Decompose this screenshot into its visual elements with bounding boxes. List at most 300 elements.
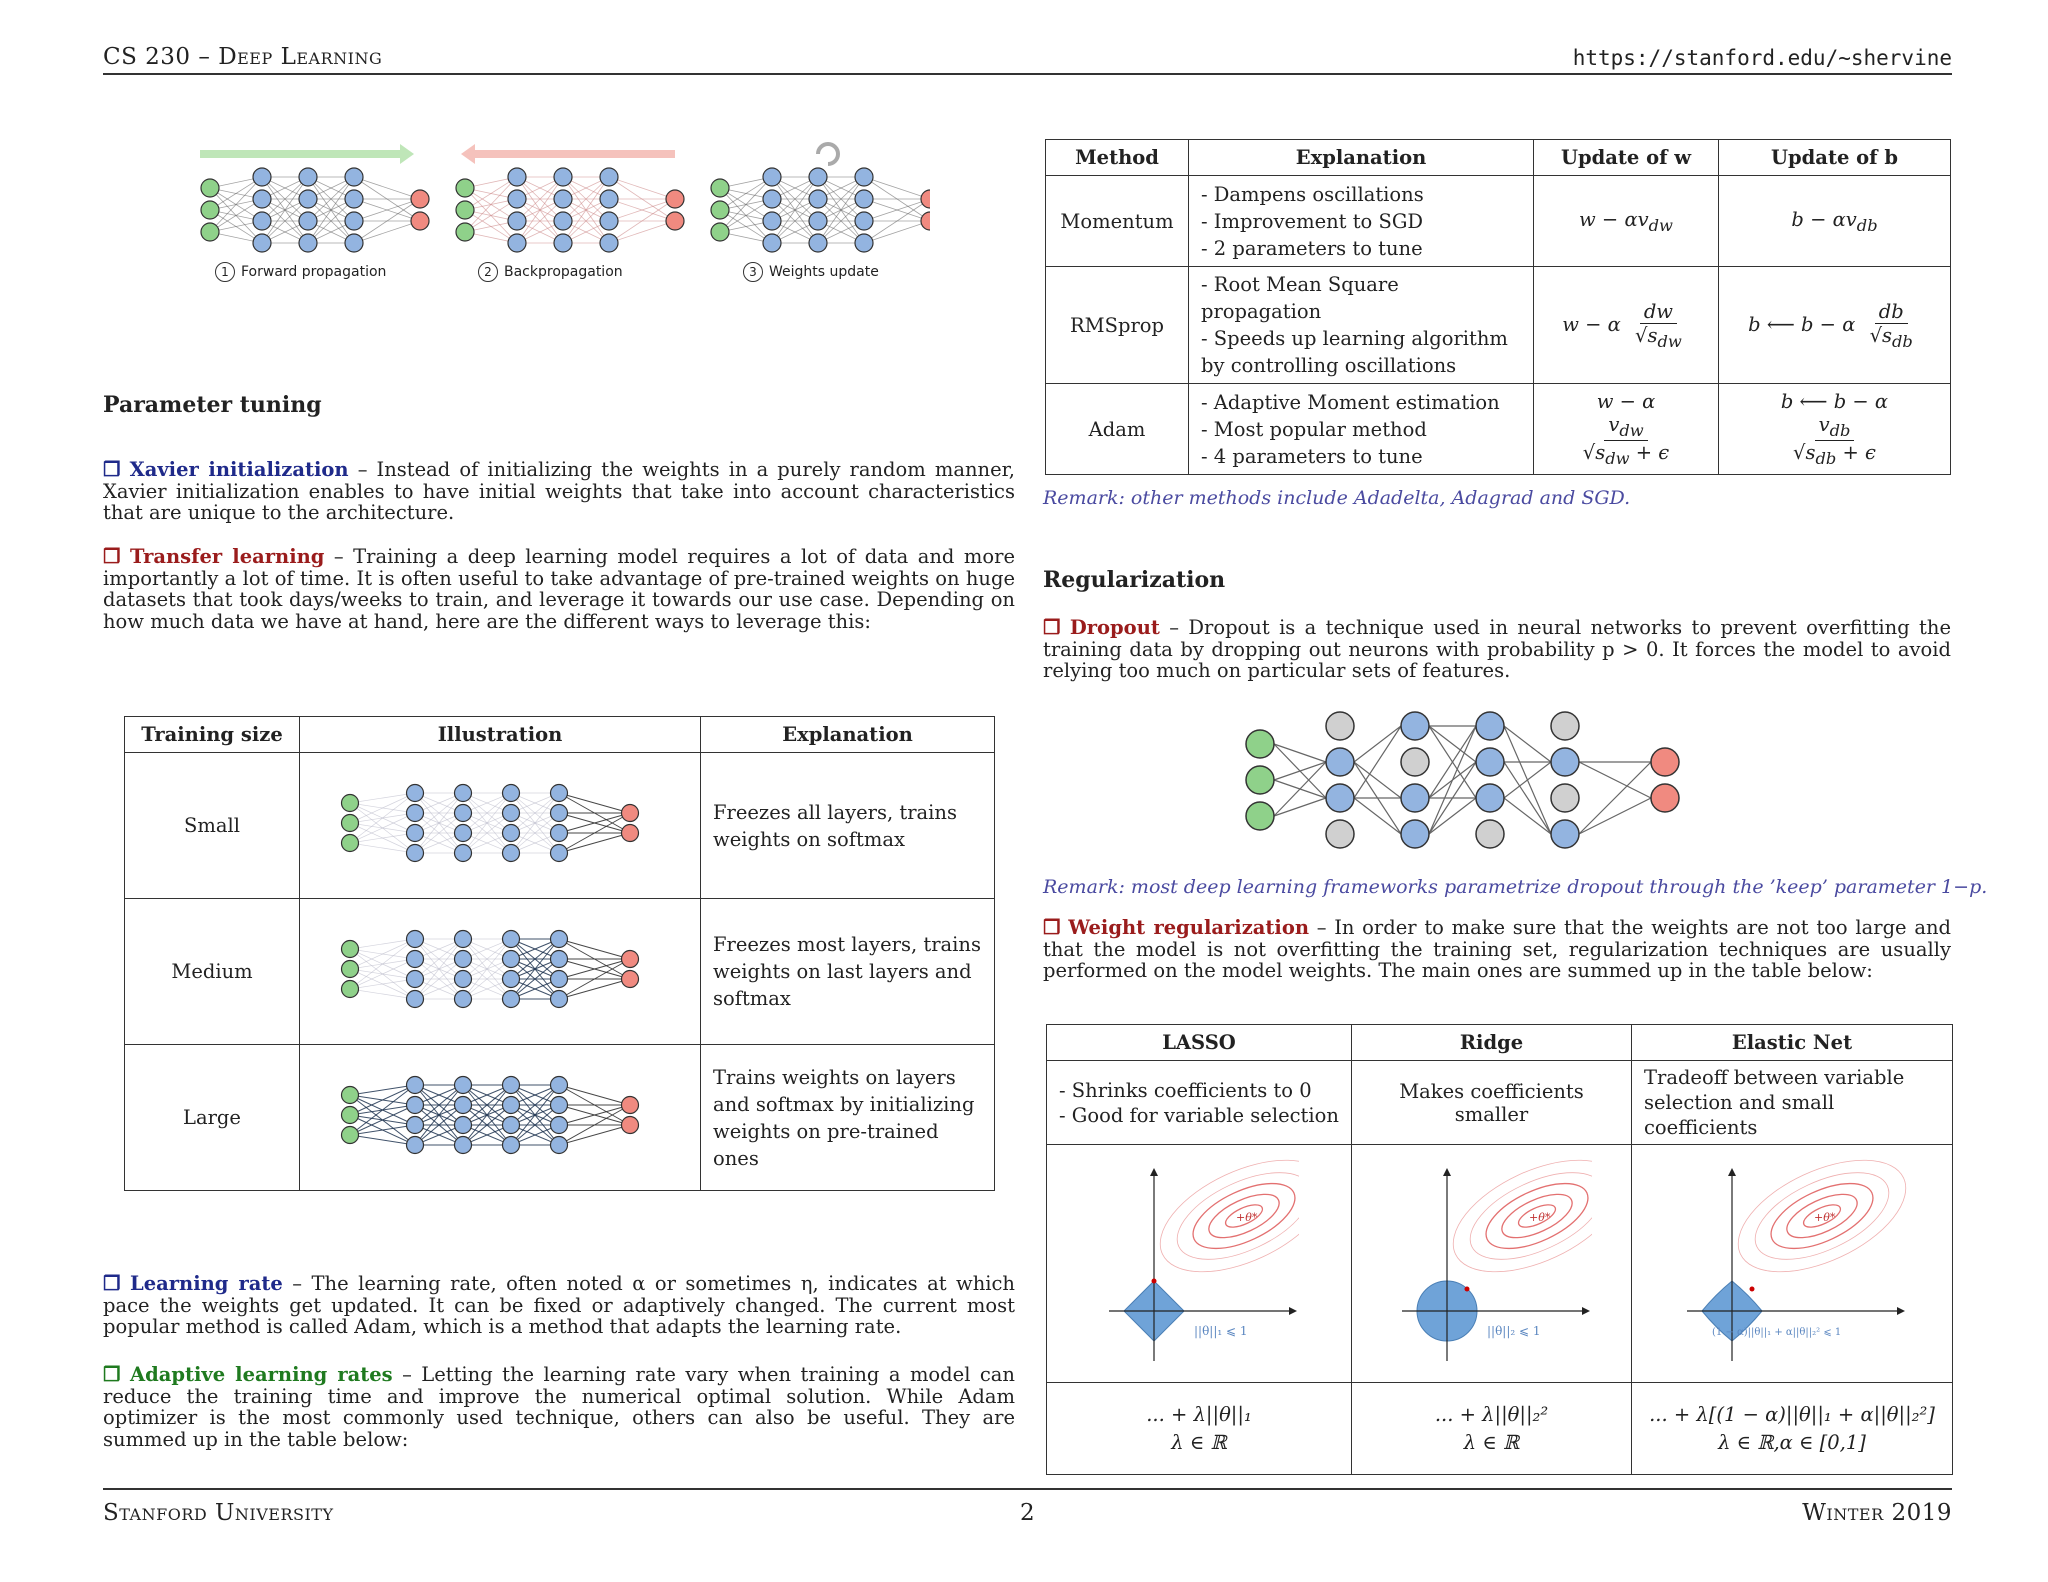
output-node: [921, 190, 930, 208]
hidden-node: [407, 1117, 424, 1134]
hidden-node: [763, 234, 781, 252]
step-number-badge: 3: [743, 262, 763, 282]
plot-cell: [1632, 1145, 1953, 1383]
training-size-cell: Medium: [125, 899, 300, 1045]
description-line: - Shrinks coefficients to 0: [1059, 1078, 1312, 1102]
x-axis-arrow-icon: [1582, 1307, 1590, 1315]
remark-keep-parameter: Remark: most deep learning frameworks parametrize dropout through the ’keep’ parameter 1−p.: [1043, 876, 1988, 898]
hidden-node: [503, 1077, 520, 1094]
description-cell: [1047, 1061, 1352, 1145]
table-row: [125, 899, 995, 1045]
numerator: db: [1875, 300, 1908, 324]
hidden-node: [855, 234, 873, 252]
weight-regularization-paragraph: [1043, 917, 1951, 982]
fraction: [1579, 413, 1673, 468]
column-header: Elastic Net: [1632, 1025, 1953, 1061]
network-edge: [350, 939, 415, 949]
method-cell: Adam: [1046, 384, 1189, 475]
network-edge: [864, 177, 930, 199]
numerator-text: v: [1608, 413, 1620, 437]
step-label-text: Weights update: [769, 264, 879, 280]
input-node: [456, 223, 474, 241]
explanation-line: - Dampens oscillations: [1201, 182, 1424, 206]
hidden-node: [407, 931, 424, 948]
explanation-line: - 4 parameters to tune: [1201, 444, 1423, 468]
checkbox-marker-icon: ❒: [103, 1272, 121, 1295]
term-learning-rate: Learning rate: [129, 1272, 283, 1295]
formula-subscript: dw: [1657, 331, 1682, 351]
hidden-node: [407, 845, 424, 862]
large-network-illustration: [300, 1045, 700, 1185]
adaptive-text: – Letting the learning rate vary when training a model can reduce the training time and improve the numerical optimal solution. While Adam optimizer is the most commonly used technique, others can also be useful. They are summed up in the table below:: [103, 1363, 1015, 1451]
solution-point: [1464, 1287, 1469, 1292]
step-number-badge: 2: [478, 262, 498, 282]
hidden-node: [763, 190, 781, 208]
explanation-line: - Improvement to SGD: [1201, 209, 1424, 233]
hidden-node: [551, 1117, 568, 1134]
step-label-text: Backpropagation: [504, 264, 623, 280]
table-row: [1047, 1145, 1953, 1383]
plot-cell: [1352, 1145, 1632, 1383]
checkbox-marker-icon: ❒: [103, 545, 121, 568]
hidden-node: [508, 190, 526, 208]
formula-cell: [1047, 1383, 1352, 1475]
network-edge: [354, 177, 420, 199]
hidden-node: [551, 785, 568, 802]
lambda-domain: λ ∈ ℝ,α ∈ [0,1]: [1718, 1430, 1866, 1454]
step-label-text: Forward propagation: [241, 264, 387, 280]
hidden-node: [551, 825, 568, 842]
fraction: [1789, 413, 1880, 468]
explanation-line: - Adaptive Moment estimation: [1201, 390, 1500, 414]
hidden-node: [407, 991, 424, 1008]
term-xavier: Xavier initialization: [129, 458, 349, 481]
optimizer-table: [1045, 139, 1951, 475]
penalty-formula: ... + λ||θ||₂²: [1434, 1402, 1549, 1426]
sqrt-text: √s: [1869, 323, 1893, 347]
hidden-node: [455, 845, 472, 862]
input-node: [342, 1107, 359, 1124]
active-node: [1246, 802, 1274, 830]
formula-subscript: dw: [1605, 448, 1630, 468]
input-node: [711, 179, 729, 197]
column-header: Update of w: [1534, 140, 1719, 176]
denominator: [1789, 441, 1880, 468]
dropout-edge: [1579, 798, 1651, 834]
dropped-node: [1551, 784, 1579, 812]
column-header: LASSO: [1047, 1025, 1352, 1061]
y-axis-arrow-icon: [1443, 1168, 1451, 1176]
hidden-node: [407, 825, 424, 842]
section-title-parameter-tuning: Parameter tuning: [103, 392, 322, 418]
hidden-node: [407, 805, 424, 822]
footer-term: Winter 2019: [1802, 1500, 1952, 1526]
network-edge: [559, 939, 630, 959]
denominator: [1866, 324, 1917, 351]
dropout-edge: [1274, 762, 1326, 816]
hidden-node: [503, 805, 520, 822]
network-edge: [350, 979, 415, 989]
numerator-text: v: [1818, 413, 1830, 437]
theta-star-label: +θ*: [1814, 1211, 1836, 1224]
output-node: [622, 825, 639, 842]
table-row: [1046, 267, 1951, 384]
numerator: [1815, 413, 1855, 441]
checkbox-marker-icon: ❒: [1043, 916, 1061, 939]
table-header-row: [1046, 140, 1951, 176]
formula-text: b − αv: [1791, 207, 1857, 231]
active-node: [1326, 748, 1354, 776]
output-node: [666, 190, 684, 208]
explanation-line: by controlling oscillations: [1201, 354, 1457, 377]
hidden-node: [299, 212, 317, 230]
output-node: [921, 212, 930, 230]
hidden-node: [600, 168, 618, 186]
input-node: [342, 815, 359, 832]
hidden-node: [763, 212, 781, 230]
table-row: [1046, 176, 1951, 267]
dropout-edge: [1354, 762, 1401, 798]
column-header: Explanation: [1189, 140, 1534, 176]
hidden-node: [455, 931, 472, 948]
dropout-edge: [1504, 726, 1551, 762]
hidden-node: [554, 190, 572, 208]
xavier-paragraph: [103, 459, 1015, 524]
sqrt-text: √s: [1793, 441, 1816, 464]
hidden-node: [503, 1097, 520, 1114]
dropout-figure: [1230, 700, 1790, 860]
hidden-node: [809, 168, 827, 186]
network-edge: [559, 979, 630, 999]
hidden-node: [600, 190, 618, 208]
header-rule: [103, 73, 1952, 75]
y-axis-arrow-icon: [1728, 1168, 1736, 1176]
input-node: [456, 201, 474, 219]
explanation-cell: Trains weights on layers and softmax by initializing weights on pre-trained ones: [701, 1045, 995, 1191]
input-node: [711, 201, 729, 219]
update-w-cell: [1534, 384, 1719, 475]
dropout-edge: [1429, 798, 1476, 834]
formula-subscript: db: [1815, 448, 1837, 468]
network-edge: [350, 793, 415, 803]
hidden-node: [407, 1137, 424, 1154]
input-node: [456, 179, 474, 197]
hidden-node: [855, 212, 873, 230]
formula-subscript: dw: [1619, 421, 1644, 440]
network-edge: [350, 793, 415, 843]
penalty-formula: ... + λ[(1 − α)||θ||₁ + α||θ||₂²]: [1649, 1402, 1935, 1426]
step-number-badge: 1: [215, 262, 235, 282]
dropped-node: [1476, 820, 1504, 848]
numerator: [1604, 413, 1647, 441]
hidden-node: [551, 1137, 568, 1154]
dropout-edge: [1504, 798, 1551, 834]
medium-network-illustration: [300, 899, 700, 1039]
hidden-node: [503, 1137, 520, 1154]
learning-rate-text: – The learning rate, often noted α or sometimes η, indicates at which pace the weights get updated. It can be fixed or adaptively changed. The current most popular method is called Adam, which is a method that adapts the learning rate.: [103, 1272, 1015, 1338]
hidden-node: [503, 785, 520, 802]
hidden-node: [551, 805, 568, 822]
dropout-text: – Dropout is a technique used in neural networks to prevent overfitting the training data by dropping out neurons with probability p > 0. It forces the model to avoid relying too much on particular sets of features.: [1043, 616, 1951, 682]
formula-text: b ⟵ b − α: [1780, 390, 1889, 414]
training-size-cell: Small: [125, 753, 300, 899]
input-node: [342, 1087, 359, 1104]
solution-point: [1750, 1287, 1755, 1292]
constraint-label: (1 − α)||θ||₁ + α||θ||₂² ⩽ 1: [1712, 1327, 1842, 1338]
explanation-line: - Most popular method: [1201, 417, 1427, 441]
y-axis-arrow-icon: [1150, 1168, 1158, 1176]
network-edge: [354, 221, 420, 243]
weight-regularization-text: – In order to make sure that the weights are not too large and that the model is not overfitting the training set, regularization techniques are usually performed on the model weights. The main ones are summed up in the table below:: [1043, 916, 1951, 982]
checkbox-marker-icon: ❒: [103, 458, 121, 481]
dropout-edge: [1274, 798, 1326, 816]
input-node: [342, 1127, 359, 1144]
network-edge: [350, 939, 415, 989]
constraint-label: ||θ||₂ ⩽ 1: [1486, 1324, 1541, 1338]
output-node: [411, 212, 429, 230]
network-edge: [559, 793, 630, 813]
header-url[interactable]: https://stanford.edu/~shervine: [1572, 46, 1952, 70]
update-b-cell: [1719, 267, 1951, 384]
numerator: dw: [1640, 300, 1677, 324]
table-header-row: [1047, 1025, 1953, 1061]
sqrt-text: √s: [1635, 323, 1658, 347]
penalty-formula: ... + λ||θ||₁: [1146, 1402, 1252, 1426]
dropped-node: [1401, 748, 1429, 776]
term-transfer-learning: Transfer learning: [129, 545, 325, 568]
regularization-table: [1046, 1024, 1953, 1475]
table-row: [125, 753, 995, 899]
dropout-edge: [1504, 762, 1551, 798]
footer-page-number: 2: [1020, 1500, 1035, 1526]
description-cell: [1632, 1061, 1953, 1145]
output-node: [622, 1097, 639, 1114]
network-edge: [350, 843, 415, 853]
hidden-node: [503, 1117, 520, 1134]
network-edge: [350, 833, 415, 843]
active-node: [1651, 748, 1679, 776]
constraint-label: ||θ||₁ ⩽ 1: [1194, 1324, 1248, 1338]
denominator: [1631, 324, 1686, 351]
illustration-cell: [300, 899, 701, 1045]
formula-text: w − α: [1562, 312, 1621, 336]
denominator: [1579, 441, 1673, 468]
explanation-cell: [1189, 384, 1534, 475]
learning-rate-paragraph: [103, 1273, 1015, 1338]
explanation-line: - Speeds up learning algorithm: [1201, 327, 1508, 350]
network-edge: [559, 1125, 630, 1145]
hidden-node: [809, 190, 827, 208]
loss-contour: [1164, 1155, 1299, 1277]
formula-subscript: db: [1856, 215, 1878, 235]
table-row: [125, 1045, 995, 1191]
input-node: [342, 835, 359, 852]
hidden-node: [554, 234, 572, 252]
hidden-node: [551, 931, 568, 948]
formula-cell: [1352, 1383, 1632, 1475]
dropout-edge: [1274, 762, 1326, 780]
hidden-node: [855, 190, 873, 208]
network-edge: [350, 989, 415, 999]
hidden-node: [600, 234, 618, 252]
description-line: Tradeoff between variable: [1644, 1066, 1905, 1089]
dropout-edge: [1354, 726, 1401, 798]
header-title: CS 230 – Deep Learning: [103, 44, 383, 70]
active-node: [1401, 820, 1429, 848]
hidden-node: [455, 805, 472, 822]
dropout-edge: [1429, 726, 1476, 762]
output-node: [622, 805, 639, 822]
description-line: - Good for variable selection: [1059, 1103, 1339, 1127]
fraction: [1866, 300, 1917, 351]
illustration-cell: [300, 1045, 701, 1191]
hidden-node: [809, 234, 827, 252]
hidden-node: [407, 971, 424, 988]
transfer-paragraph: [103, 546, 1015, 632]
hidden-node: [455, 825, 472, 842]
network-edge: [609, 177, 675, 199]
output-node: [666, 212, 684, 230]
backward-arrow-shaft: [475, 150, 675, 158]
dropout-edge: [1354, 798, 1401, 834]
network-edge: [350, 793, 415, 823]
hidden-node: [508, 234, 526, 252]
section-title-regularization: Regularization: [1043, 567, 1226, 593]
hidden-node: [407, 1097, 424, 1114]
table-row: [1047, 1383, 1953, 1475]
description-line: selection and small coefficients: [1644, 1091, 1835, 1139]
column-header: Update of b: [1719, 140, 1951, 176]
transfer-text: – Training a deep learning model requires a lot of data and more importantly a lot of time. It is often useful to take advantage of pre-trained weights on huge datasets that took days/weeks to train, and leverage it towards our use case. Depending on how much data we have at hand, here are the different ways to leverage this:: [103, 545, 1015, 633]
active-node: [1246, 730, 1274, 758]
solution-point: [1152, 1279, 1157, 1284]
hidden-node: [253, 190, 271, 208]
hidden-node: [253, 234, 271, 252]
network-edge: [350, 813, 415, 843]
checkbox-marker-icon: ❒: [103, 1363, 121, 1386]
explanation-line: - Root Mean Square propagation: [1201, 273, 1399, 323]
method-cell: RMSprop: [1046, 267, 1189, 384]
method-cell: Momentum: [1046, 176, 1189, 267]
hidden-node: [407, 785, 424, 802]
dropout-edge: [1274, 744, 1326, 762]
x-axis-arrow-icon: [1289, 1307, 1297, 1315]
active-node: [1326, 784, 1354, 812]
input-node: [201, 223, 219, 241]
lambda-domain: λ ∈ ℝ: [1171, 1430, 1227, 1454]
explanation-cell: Freezes most layers, trains weights on last layers and softmax: [701, 899, 995, 1045]
step-label-update: [743, 262, 879, 282]
dropout-network-svg: [1230, 700, 1790, 860]
hidden-node: [455, 785, 472, 802]
active-node: [1651, 784, 1679, 812]
theta-star-label: +θ*: [1528, 1211, 1550, 1224]
output-node: [622, 971, 639, 988]
hidden-node: [503, 991, 520, 1008]
column-header: Method: [1046, 140, 1189, 176]
lambda-domain: λ ∈ ℝ: [1463, 1430, 1520, 1454]
active-node: [1551, 820, 1579, 848]
dropped-node: [1326, 820, 1354, 848]
hidden-node: [299, 234, 317, 252]
hidden-node: [503, 971, 520, 988]
column-header: Illustration: [300, 717, 701, 753]
footer-university: Stanford University: [103, 1500, 334, 1526]
hidden-node: [345, 190, 363, 208]
hidden-node: [299, 190, 317, 208]
formula-text: b ⟵ b − α: [1748, 312, 1856, 336]
hidden-node: [299, 168, 317, 186]
formula-subscript: db: [1829, 421, 1851, 440]
active-node: [1401, 784, 1429, 812]
hidden-node: [551, 1077, 568, 1094]
column-header: Explanation: [701, 717, 995, 753]
update-w-cell: [1534, 267, 1719, 384]
column-header: Training size: [125, 717, 300, 753]
network-edge: [350, 959, 415, 989]
description-cell: Makes coefficients smaller: [1352, 1061, 1632, 1145]
table-row: [1047, 1061, 1953, 1145]
backward-arrow-head: [461, 144, 475, 164]
dropped-node: [1551, 712, 1579, 740]
hidden-node: [855, 168, 873, 186]
network-edge: [559, 833, 630, 853]
hidden-node: [503, 825, 520, 842]
dropout-paragraph: [1043, 617, 1951, 682]
hidden-node: [551, 971, 568, 988]
explanation-cell: [1189, 267, 1534, 384]
refresh-icon: [818, 144, 838, 164]
xavier-text: – Instead of initializing the weights in a purely random manner, Xavier initialization enables to have initial weights that take into account characteristics that are unique to the architecture.: [103, 458, 1016, 524]
hidden-node: [345, 168, 363, 186]
hidden-node: [600, 212, 618, 230]
checkbox-marker-icon: ❒: [1043, 616, 1061, 639]
output-node: [411, 190, 429, 208]
formula-subscript: dw: [1648, 215, 1673, 235]
theta-star-label: +θ*: [1236, 1211, 1258, 1224]
term-weight-regularization: Weight regularization: [1068, 916, 1309, 939]
hidden-node: [551, 1097, 568, 1114]
dropout-edge: [1354, 726, 1401, 762]
hidden-node: [551, 845, 568, 862]
input-node: [711, 223, 729, 241]
active-node: [1551, 748, 1579, 776]
dropout-edge: [1579, 762, 1651, 834]
output-node: [622, 951, 639, 968]
hidden-node: [407, 951, 424, 968]
dropped-node: [1326, 712, 1354, 740]
hidden-node: [455, 1077, 472, 1094]
hidden-node: [455, 1097, 472, 1114]
formula-subscript: db: [1892, 331, 1913, 351]
output-node: [622, 1117, 639, 1134]
fraction: [1631, 300, 1686, 351]
epsilon-text: + ϵ: [1629, 441, 1670, 464]
forward-arrow-shaft: [200, 150, 400, 158]
transfer-learning-table: [124, 716, 995, 1191]
ridge-constraint-plot: [1392, 1151, 1592, 1371]
input-node: [342, 941, 359, 958]
hidden-node: [455, 971, 472, 988]
training-size-cell: Large: [125, 1045, 300, 1191]
plot-cell: [1047, 1145, 1352, 1383]
dropout-edge: [1504, 762, 1551, 834]
formula-text: w − α: [1596, 390, 1656, 414]
network-edge: [864, 221, 930, 243]
hidden-node: [508, 168, 526, 186]
input-node: [342, 961, 359, 978]
epsilon-text: + ϵ: [1836, 441, 1876, 464]
